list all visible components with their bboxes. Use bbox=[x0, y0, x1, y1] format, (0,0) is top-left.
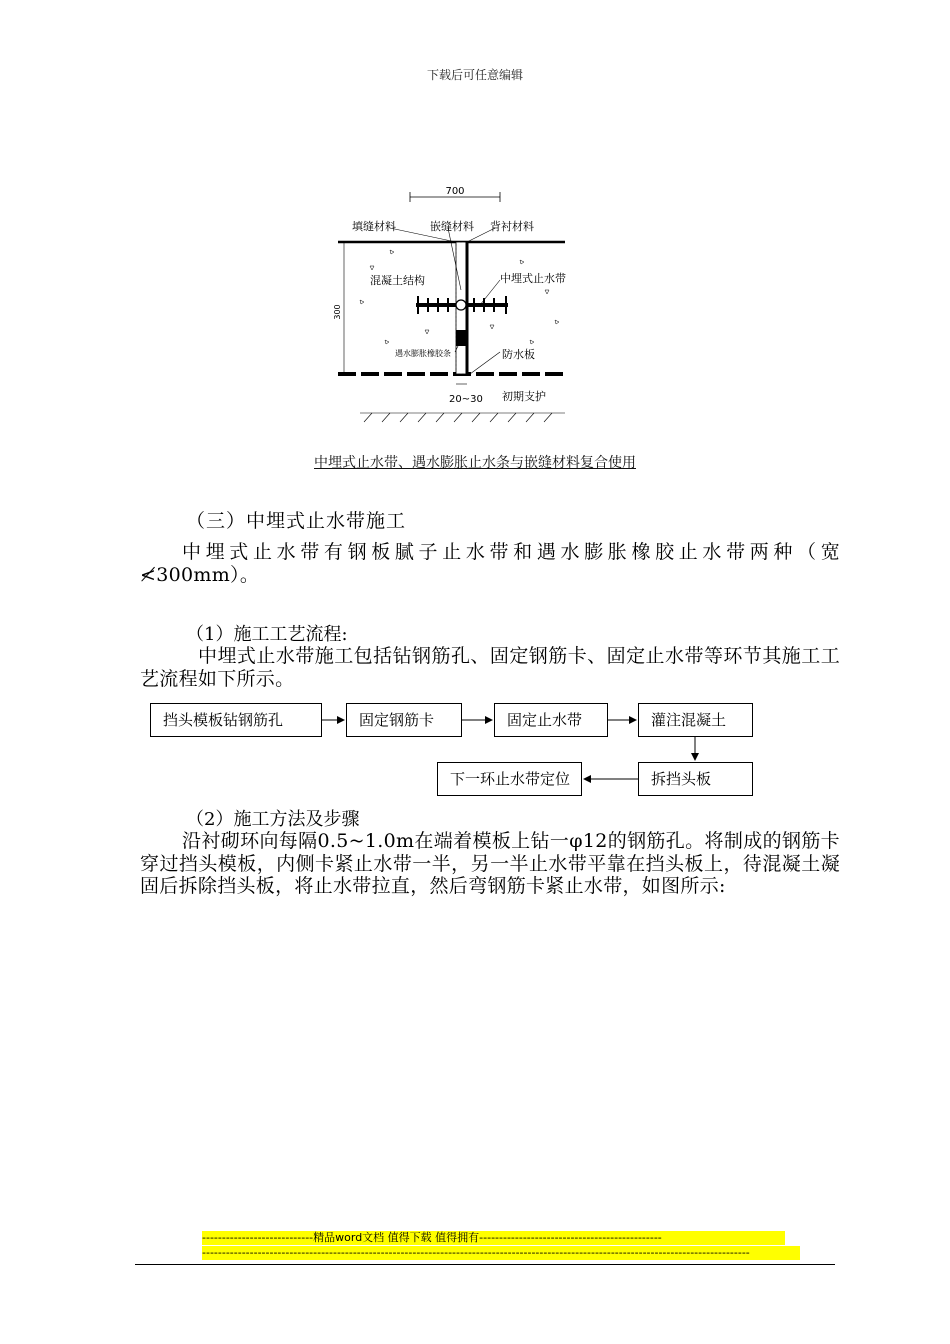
subheading-method: （2）施工方法及步骤 bbox=[186, 809, 360, 830]
paragraph-2: 中埋式止水带施工包括钻钢筋孔、固定钢筋卡、固定止水带等环节其施工工艺流程如下所示。 bbox=[140, 645, 840, 690]
page-header: 下载后可任意编辑 bbox=[426, 68, 523, 82]
label-backing-material: 背衬材料 bbox=[490, 220, 534, 233]
footer-rule bbox=[135, 1264, 835, 1265]
paragraph-1: 中埋式止水带有钢板腻子止水带和遇水膨胀橡胶止水带两种（宽≮300mm）。 bbox=[140, 541, 840, 586]
label-waterproof-board: 防水板 bbox=[502, 348, 535, 361]
label-initial-support: 初期支护 bbox=[502, 390, 546, 403]
paragraph-3: 沿衬砌环向每隔0.5~1.0m在端着模板上钻一φ12的钢筋孔。将制成的钢筋卡穿过挡头模板，内侧卡紧止水带一半，另一半止水带平靠在挡头板上，待混凝土凝固后拆除挡头板，将止水带拉直，然后弯钢筋卡紧止水带，如图所示: bbox=[140, 830, 840, 897]
footer-banner-2: ------------------------------------------------------------------------------------------------------------------------------------------ bbox=[202, 1246, 800, 1260]
dim-height: 300 bbox=[333, 304, 342, 320]
flow-step-1: 挡头模板钻钢筋孔 bbox=[150, 703, 322, 737]
label-swelling-strip: 遇水膨胀橡胶条 bbox=[395, 349, 451, 358]
flow-step-3: 固定止水带 bbox=[494, 703, 608, 737]
flow-step-5: 拆挡头板 bbox=[638, 762, 753, 796]
label-concrete: 混凝土结构 bbox=[370, 274, 425, 287]
footer-banner-1: ----------------------------精品word文档 值得下载 值得拥有---------------------------------------------- bbox=[202, 1231, 785, 1245]
flow-step-2: 固定钢筋卡 bbox=[346, 703, 462, 737]
label-waterstop: 中埋式止水带 bbox=[500, 272, 566, 285]
label-fill-material: 填缝材料 bbox=[352, 220, 396, 233]
figure-caption: 中埋式止水带、遇水膨胀止水条与嵌缝材料复合使用 bbox=[314, 455, 636, 471]
subheading-process: （1）施工工艺流程: bbox=[186, 624, 348, 645]
section-title: （三）中埋式止水带施工 bbox=[186, 510, 407, 532]
dim-width: 700 bbox=[445, 186, 465, 197]
flow-step-4: 灌注混凝土 bbox=[638, 703, 753, 737]
label-embed-material: 嵌缝材料 bbox=[430, 220, 474, 233]
dim-gap: 20~30 bbox=[449, 394, 483, 405]
flow-step-6: 下一环止水带定位 bbox=[437, 762, 582, 796]
